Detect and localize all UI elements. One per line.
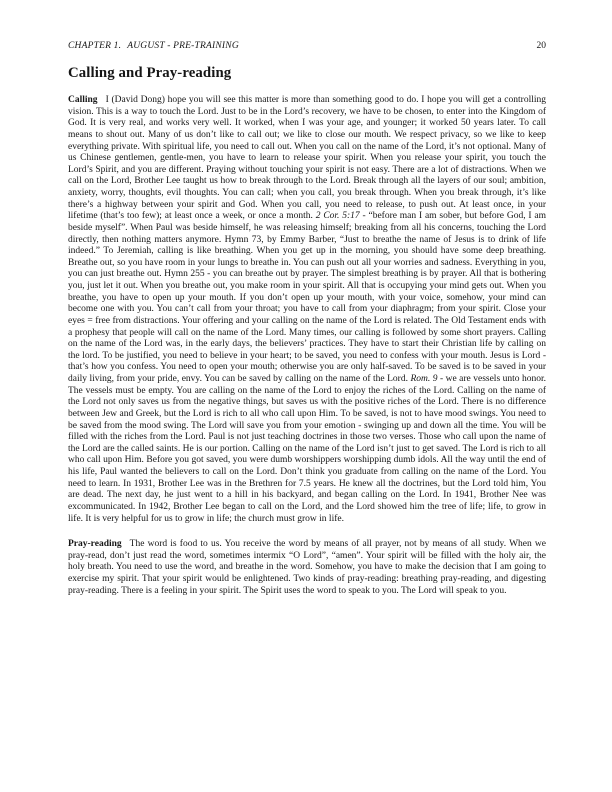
paragraph-calling-text: I (David Dong) hope you will see this matter is more than something good to do. I hope you will get a controlling vision. This is a way to touch the Lord. Just to be in the Lord’s recovery, we have to be chosen, to enter into the Kingdom of God. It is very real, and works very well. It worked, when I was your age, and younger; it worked 50 years later. To call means to shout out. Many of us don’t like to call out; we like to close our mouth. We respect privacy, so we like to keep everything private. With spiritual life, you need to call out. When you call on the name of the Lord, it’s not optional. Many of us Chinese gentlemen, gentle-men, you have to learn to release your spirit. When you release your spirit, you touch the Lord’s Spirit, and you are different. Praying without touching your spirit is not easy. There are a lot of distractions. When we call on the Lord, Brother Lee taught us how to break through to the Lord. Break through all the layers of our soul; ambition, anxiety, worry, thoughts, evil thoughts. You can call; when you call, you break through. When you break through, it’s like there’s a highway between your spirit and God. When you call, you need to release, to push out. At least once, in your lifetime (that’s too few); at least once a week, or once a month. 2 Cor. 5:17 - “before man I am sober, but before God, I am beside myself”. When Paul was beside himself, he was releasing himself; breaking from all his concerns, touching the Lord directly, then nothing matters anymore. Hymn 73, by Emmy Barber, “Just to breathe the name of Jesus is to drink of life indeed.” To Jeremiah, calling is like breathing. When you get up in the morning, you should have some deep breathing. Breathe out, so you have room in your lungs to breathe in. You can push out all your worries and sadness. Everything in you, you can just breathe out. Hymn 255 - you can breathe out by prayer. The simplest breathing is by prayer. All that is bothering you, just let it out. When you breathe out, you make room in your spirit. All that is occupying your mind gets out. When you breathe, you have to open up your mouth. If you don’t open up your mouth, with your voice, somehow, your mind can become one with you. You can’t call from your throat; you have to call from your diaphragm; from your spirit. Close your eyes = free from distractions. Your offering and your calling on the name of the Lord is related. The Old Testament ends with a prophesy that people will call on the name of the Lord. Many times, our calling is followed by some short prayers. Calling on the name of the Lord was, in the early days, the believers’ practices. They have to start their Christian life by calling on the lord. To be justified, you need to believe in your heart; to be saved, you need to confess with your mouth. Jesus is Lord - that’s how you confess. You need to open your mouth; otherwise you are only half-saved. To be saved is to be saved in your daily living, from your pride, envy. You can be saved by calling on the name of the Lord. Rom. 9 - we are vessels unto honor. The vessels must be empty. You are calling on the name of the Lord to enjoy the riches of the Lord. Calling on the name of the Lord not only saves us from the negative things, but saves us with the positive riches of the Lord. There is no difference between Jew and Greek, but the Lord is rich to all who call upon Him. To be saved, is not to have mood swings. You need to be saved from the mood swing. The Lord will save you from your emotion - swinging up and down all the time. You will be filled with the riches from the Lord. Paul is not just teaching doctrines in those two verses. Those who call upon the name of the Lord are the called saints. He is our portion. Calling on the name of the Lord isn’t just to get saved. The Lord is rich to all who call upon Him. Before you got saved, you were dumb worshippers worshipping dumb idols. All the way until the end of his life, Paul wanted the believers to call on the Lord. Don’t think you graduate from calling on the name of the Lord. You need to learn. In 1931, Brother Lee was in the Brethren for 7.5 years. He knew all the doctrines, but the Lord told him, You are dead. The next day, he just went to a hill in his backyard, and began calling on the Lord. In 1941, Brother Nee was excommunicated. In 1942, Brother Lee began to call on the Lord, and the Lord showed him the tree of life; life, to grow in life. It is very helpful for us to grow in life; the church must grow in life. bbox=[68, 95, 547, 524]
paragraph-pray-reading-text: The word is food to us. You receive the word by means of all prayer, not by means of all study. When we pray-read, don’t just read the word, sometimes intermix “O Lord”, “amen”. Your spirit will be filled with the holy air, the holy breath. You need to use the word, and breathe in the word. Somehow, you have to make the decision that I am going to exercise my spirit. That your spirit would be enlightened. Two kinds of pray-reading: breathing pray-reading, and digesting pray-reading. There is a feeling in your spirit. The Spirit uses the word to speak to you. The Lord will speak to you. bbox=[68, 539, 546, 596]
text-column bbox=[68, 40, 546, 597]
chapter-label: CHAPTER 1. bbox=[68, 41, 122, 51]
paragraph-pray-reading bbox=[68, 539, 546, 597]
page-number: 20 bbox=[536, 41, 546, 51]
running-header bbox=[68, 40, 546, 52]
paragraph-calling-label: Calling bbox=[68, 95, 98, 105]
paragraph-pray-reading-label: Pray-reading bbox=[68, 539, 122, 550]
running-header-chapter bbox=[68, 40, 239, 52]
section-title: Calling and Pray-reading bbox=[68, 65, 232, 81]
paragraph-calling bbox=[68, 95, 546, 525]
chapter-title: AUGUST - PRE-TRAINING bbox=[127, 41, 239, 51]
